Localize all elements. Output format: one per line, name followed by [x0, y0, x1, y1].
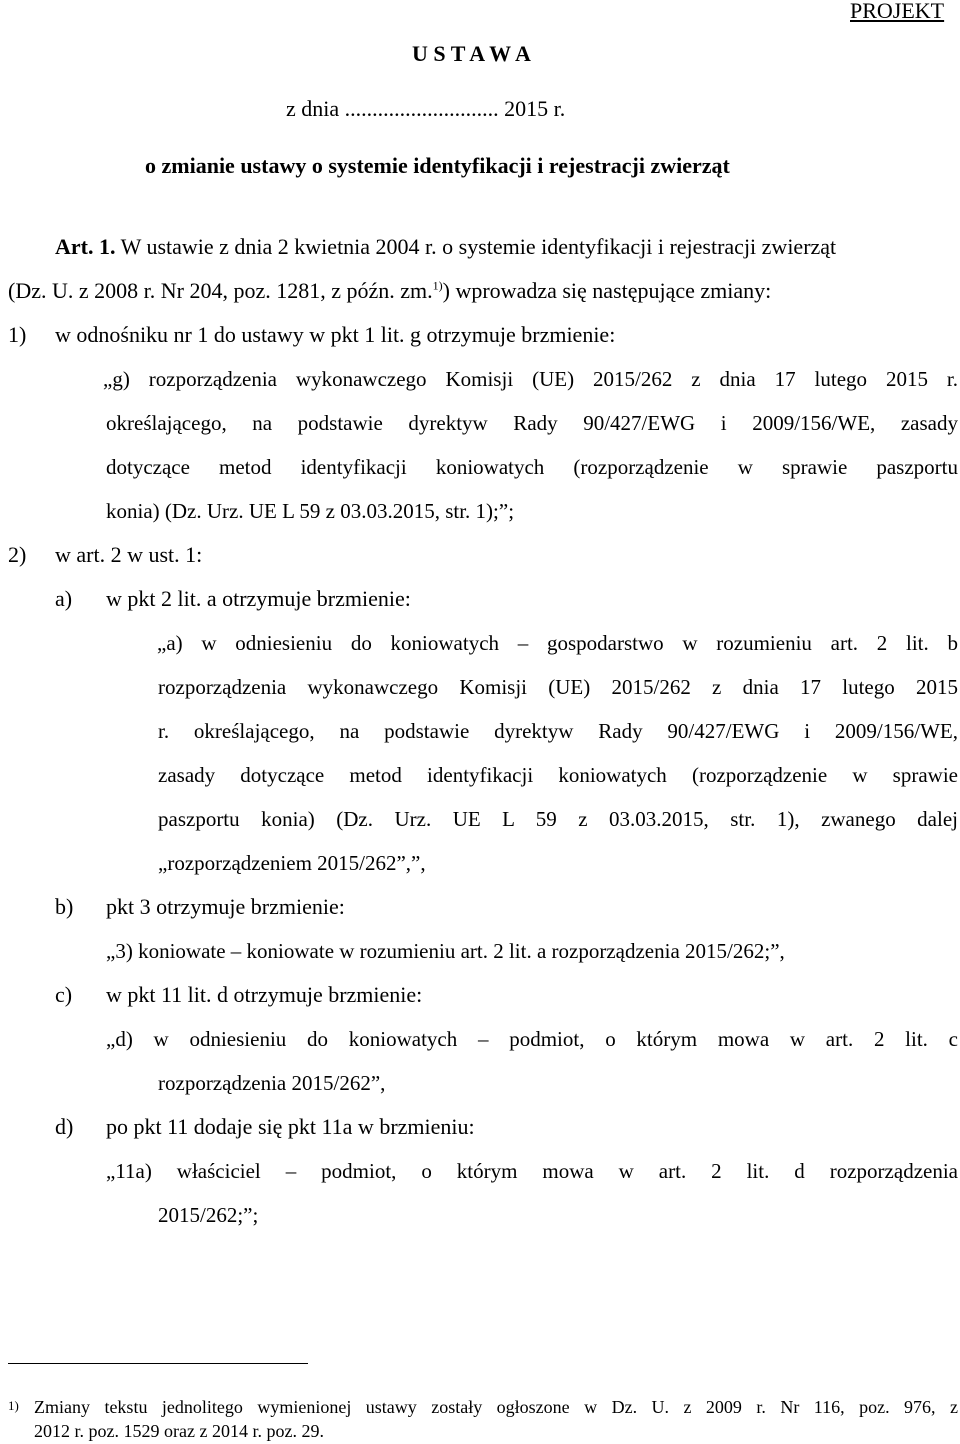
art1-line1	[55, 225, 836, 269]
point2a-quote-line: zasady dotyczące metod identyfikacji koniowatych (rozporządzenie w sprawie	[158, 763, 958, 787]
point2a-text: w pkt 2 lit. a otrzymuje brzmienie:	[106, 586, 411, 611]
art1-label: Art. 1.	[55, 234, 116, 259]
point1-quote-line: dotyczące metod identyfikacji koniowatych (rozporządzenie w sprawie paszportu	[106, 455, 958, 479]
footnote-line: 2012 r. poz. 1529 oraz z 2014 r. poz. 29.	[34, 1421, 324, 1441]
act-date: z dnia ............................ 2015 r.	[286, 96, 566, 121]
point2c-quote-line: „d) w odniesieniu do koniowatych – podmiot, o którym mowa w art. 2 lit. c	[106, 1027, 958, 1051]
point2a-quote-line: paszportu konia) (Dz. Urz. UE L 59 z 03.03.2015, str. 1), zwanego dalej	[158, 807, 958, 831]
point1-label: 1)	[8, 322, 27, 347]
footnote-reference: 1)	[432, 278, 443, 293]
art1-text: W ustawie z dnia 2 kwietnia 2004 r. o systemie identyfikacji i rejestracji zwierząt	[115, 234, 837, 259]
point1-text: w odnośniku nr 1 do ustawy w pkt 1 lit. g otrzymuje brzmienie:	[55, 322, 616, 347]
point2-text: w art. 2 w ust. 1:	[55, 542, 203, 567]
point2a-quote-line: r. określającego, na podstawie dyrektyw Rady 90/427/EWG i 2009/156/WE,	[158, 719, 958, 743]
point2a-label: a)	[55, 586, 73, 611]
point2c-label: c)	[55, 982, 73, 1007]
point2d-quote-line: 2015/262;”;	[158, 1203, 259, 1227]
point1-quote-line: „g) rozporządzenia wykonawczego Komisji (UE) 2015/262 z dnia 17 lutego 2015 r.	[103, 367, 958, 391]
art1-text-2b: ) wprowadza się następujące zmiany:	[442, 278, 772, 303]
point2d-quote-line: „11a) właściciel – podmiot, o którym mowa w art. 2 lit. d rozporządzenia	[106, 1159, 958, 1183]
footnote-line: Zmiany tekstu jednolitego wymienionej ustawy zostały ogłoszone w Dz. U. z 2009 r. Nr 116, poz. 976, z	[34, 1397, 958, 1417]
point2c-quote-line: rozporządzenia 2015/262”,	[158, 1071, 386, 1095]
act-title: U S T A W A	[412, 41, 531, 66]
point2a-quote-line: „a) w odniesieniu do koniowatych – gospodarstwo w rozumieniu art. 2 lit. b	[157, 631, 958, 655]
projekt-label: PROJEKT	[850, 0, 945, 23]
point2a-quote-line: „rozporządzeniem 2015/262”,”,	[158, 851, 426, 875]
point2b-label: b)	[55, 894, 74, 919]
point2c-text: w pkt 11 lit. d otrzymuje brzmienie:	[106, 982, 423, 1007]
footnote-separator	[8, 1363, 308, 1364]
point1-quote-line: określającego, na podstawie dyrektyw Rady 90/427/EWG i 2009/156/WE, zasady	[106, 411, 958, 435]
point2d-text: po pkt 11 dodaje się pkt 11a w brzmieniu:	[106, 1114, 475, 1139]
footnote-marker: 1)	[8, 1398, 19, 1413]
point2a-quote-line: rozporządzenia wykonawczego Komisji (UE) 2015/262 z dnia 17 lutego 2015	[158, 675, 958, 699]
act-subject: o zmianie ustawy o systemie identyfikacji i rejestracji zwierząt	[145, 153, 730, 178]
art1-line2	[8, 269, 771, 313]
point2b-text: pkt 3 otrzymuje brzmienie:	[106, 894, 345, 919]
point2d-label: d)	[55, 1114, 74, 1139]
point2-label: 2)	[8, 542, 27, 567]
point1-quote-line: konia) (Dz. Urz. UE L 59 z 03.03.2015, str. 1);”;	[106, 499, 515, 523]
point2b-quote-line: „3) koniowate – koniowate w rozumieniu art. 2 lit. a rozporządzenia 2015/262;”,	[106, 939, 785, 963]
art1-text-2a: (Dz. U. z 2008 r. Nr 204, poz. 1281, z późn. zm.	[8, 278, 433, 303]
